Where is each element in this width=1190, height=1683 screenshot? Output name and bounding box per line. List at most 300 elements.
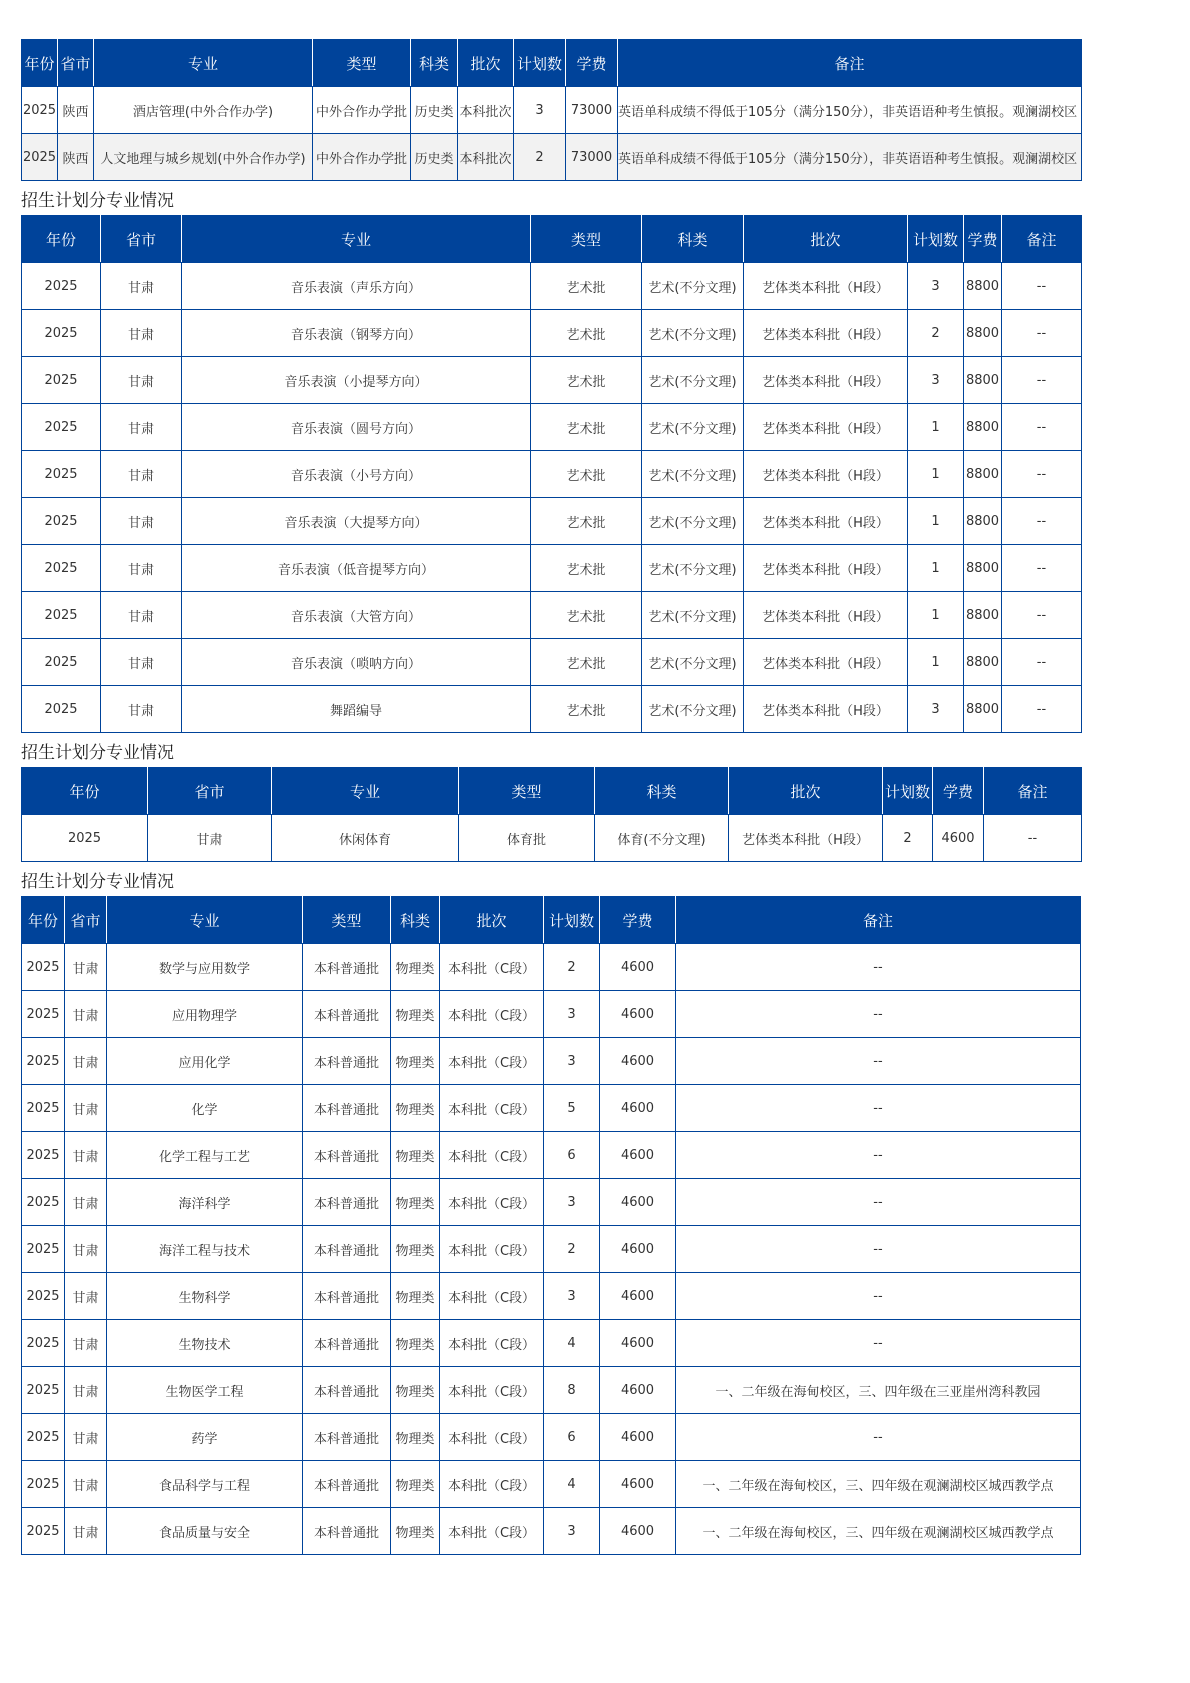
cell-batch: 本科批（C段） xyxy=(440,1320,544,1367)
cell-province: 甘肃 xyxy=(65,1038,107,1085)
header-type: 类型 xyxy=(313,40,411,87)
cell-year: 2025 xyxy=(22,1414,65,1461)
cell-type: 艺术批 xyxy=(531,451,642,498)
header-batch: 批次 xyxy=(440,897,544,944)
cell-year: 2025 xyxy=(22,815,148,862)
cell-remarks: 英语单科成绩不得低于105分（满分150分），非英语语种考生慎报。观澜湖校区 xyxy=(618,87,1082,134)
cell-batch: 艺体类本科批（H段） xyxy=(729,815,883,862)
cell-subject: 物理类 xyxy=(391,1038,440,1085)
cell-plan-count: 1 xyxy=(908,639,964,686)
enrollment-table-gansu-sports xyxy=(21,767,1082,862)
cell-year: 2025 xyxy=(22,310,101,357)
cell-province: 甘肃 xyxy=(65,1226,107,1273)
cell-subject: 艺术(不分文理) xyxy=(642,639,744,686)
table-row xyxy=(22,1226,1081,1273)
cell-subject: 物理类 xyxy=(391,1367,440,1414)
cell-year: 2025 xyxy=(22,1273,65,1320)
cell-year: 2025 xyxy=(22,357,101,404)
cell-major: 数学与应用数学 xyxy=(107,944,303,991)
cell-remarks: 一、二年级在海甸校区，三、四年级在观澜湖校区城西教学点 xyxy=(676,1461,1081,1508)
cell-province: 甘肃 xyxy=(148,815,272,862)
cell-batch: 艺体类本科批（H段） xyxy=(744,357,908,404)
cell-year: 2025 xyxy=(22,404,101,451)
cell-major: 海洋科学 xyxy=(107,1179,303,1226)
header-tuition: 学费 xyxy=(600,897,676,944)
header-tuition: 学费 xyxy=(964,216,1002,263)
header-remarks: 备注 xyxy=(1002,216,1082,263)
cell-plan-count: 8 xyxy=(544,1367,600,1414)
cell-province: 甘肃 xyxy=(65,1461,107,1508)
cell-major: 食品质量与安全 xyxy=(107,1508,303,1555)
cell-subject: 艺术(不分文理) xyxy=(642,263,744,310)
header-batch: 批次 xyxy=(729,768,883,815)
cell-plan-count: 1 xyxy=(908,545,964,592)
header-year: 年份 xyxy=(22,897,65,944)
cell-remarks: -- xyxy=(676,1273,1081,1320)
table-row xyxy=(22,592,1082,639)
cell-year: 2025 xyxy=(22,944,65,991)
header-plan-count: 计划数 xyxy=(908,216,964,263)
header-remarks: 备注 xyxy=(676,897,1081,944)
cell-province: 甘肃 xyxy=(65,991,107,1038)
cell-province: 甘肃 xyxy=(65,1273,107,1320)
cell-batch: 本科批（C段） xyxy=(440,1367,544,1414)
cell-tuition: 8800 xyxy=(964,310,1002,357)
table-row xyxy=(22,1179,1081,1226)
cell-tuition: 8800 xyxy=(964,498,1002,545)
cell-plan-count: 3 xyxy=(514,87,566,134)
cell-province: 甘肃 xyxy=(65,1414,107,1461)
cell-province: 陕西 xyxy=(58,134,94,181)
header-subject: 科类 xyxy=(595,768,729,815)
cell-type: 本科普通批 xyxy=(303,1273,391,1320)
cell-batch: 艺体类本科批（H段） xyxy=(744,451,908,498)
cell-subject: 艺术(不分文理) xyxy=(642,404,744,451)
cell-tuition: 4600 xyxy=(600,1461,676,1508)
cell-year: 2025 xyxy=(22,498,101,545)
cell-subject: 艺术(不分文理) xyxy=(642,592,744,639)
cell-plan-count: 3 xyxy=(544,1508,600,1555)
cell-subject: 物理类 xyxy=(391,1132,440,1179)
cell-year: 2025 xyxy=(22,1320,65,1367)
cell-major: 生物医学工程 xyxy=(107,1367,303,1414)
cell-batch: 本科批（C段） xyxy=(440,1132,544,1179)
cell-year: 2025 xyxy=(22,263,101,310)
table-row xyxy=(22,1038,1081,1085)
header-year: 年份 xyxy=(22,768,148,815)
cell-plan-count: 2 xyxy=(544,1226,600,1273)
cell-remarks: -- xyxy=(676,1226,1081,1273)
cell-plan-count: 1 xyxy=(908,592,964,639)
cell-tuition: 4600 xyxy=(600,944,676,991)
cell-subject: 物理类 xyxy=(391,1320,440,1367)
header-subject: 科类 xyxy=(411,40,458,87)
cell-batch: 本科批（C段） xyxy=(440,1414,544,1461)
header-subject: 科类 xyxy=(642,216,744,263)
cell-type: 艺术批 xyxy=(531,498,642,545)
cell-type: 本科普通批 xyxy=(303,1179,391,1226)
header-province: 省市 xyxy=(65,897,107,944)
cell-tuition: 8800 xyxy=(964,357,1002,404)
cell-type: 艺术批 xyxy=(531,357,642,404)
cell-major: 舞蹈编导 xyxy=(182,686,531,733)
section-title: 招生计划分专业情况 xyxy=(21,743,174,763)
cell-year: 2025 xyxy=(22,1508,65,1555)
header-type: 类型 xyxy=(531,216,642,263)
cell-year: 2025 xyxy=(22,87,58,134)
cell-subject: 艺术(不分文理) xyxy=(642,451,744,498)
cell-type: 艺术批 xyxy=(531,545,642,592)
cell-year: 2025 xyxy=(22,1132,65,1179)
cell-year: 2025 xyxy=(22,1179,65,1226)
cell-batch: 艺体类本科批（H段） xyxy=(744,310,908,357)
cell-subject: 物理类 xyxy=(391,1085,440,1132)
cell-major: 音乐表演（小号方向） xyxy=(182,451,531,498)
cell-major: 应用物理学 xyxy=(107,991,303,1038)
table-row xyxy=(22,545,1082,592)
cell-year: 2025 xyxy=(22,686,101,733)
cell-year: 2025 xyxy=(22,1226,65,1273)
cell-province: 甘肃 xyxy=(101,545,182,592)
cell-remarks: -- xyxy=(1002,263,1082,310)
cell-plan-count: 1 xyxy=(908,404,964,451)
cell-tuition: 8800 xyxy=(964,592,1002,639)
cell-remarks: -- xyxy=(676,1085,1081,1132)
cell-remarks: 一、二年级在海甸校区，三、四年级在三亚崖州湾科教园 xyxy=(676,1367,1081,1414)
cell-major: 音乐表演（低音提琴方向） xyxy=(182,545,531,592)
cell-batch: 艺体类本科批（H段） xyxy=(744,592,908,639)
cell-province: 甘肃 xyxy=(65,1508,107,1555)
header-plan-count: 计划数 xyxy=(544,897,600,944)
cell-subject: 物理类 xyxy=(391,991,440,1038)
cell-batch: 本科批（C段） xyxy=(440,1226,544,1273)
cell-subject: 物理类 xyxy=(391,1461,440,1508)
cell-plan-count: 3 xyxy=(544,1273,600,1320)
cell-batch: 艺体类本科批（H段） xyxy=(744,404,908,451)
table-row xyxy=(22,1461,1081,1508)
cell-province: 甘肃 xyxy=(101,498,182,545)
cell-subject: 艺术(不分文理) xyxy=(642,498,744,545)
cell-tuition: 4600 xyxy=(600,1132,676,1179)
cell-type: 艺术批 xyxy=(531,310,642,357)
cell-type: 体育批 xyxy=(459,815,595,862)
cell-type: 本科普通批 xyxy=(303,1508,391,1555)
cell-year: 2025 xyxy=(22,639,101,686)
cell-province: 甘肃 xyxy=(65,1179,107,1226)
cell-major: 应用化学 xyxy=(107,1038,303,1085)
cell-plan-count: 3 xyxy=(908,263,964,310)
cell-tuition: 4600 xyxy=(600,1179,676,1226)
cell-major: 酒店管理(中外合作办学) xyxy=(94,87,313,134)
cell-plan-count: 2 xyxy=(544,944,600,991)
cell-remarks: -- xyxy=(676,1320,1081,1367)
header-batch: 批次 xyxy=(458,40,514,87)
enrollment-table-gansu-music xyxy=(21,215,1082,733)
cell-type: 艺术批 xyxy=(531,639,642,686)
cell-year: 2025 xyxy=(22,1461,65,1508)
cell-batch: 本科批（C段） xyxy=(440,944,544,991)
cell-batch: 艺体类本科批（H段） xyxy=(744,639,908,686)
cell-year: 2025 xyxy=(22,134,58,181)
cell-tuition: 8800 xyxy=(964,451,1002,498)
cell-batch: 本科批次 xyxy=(458,87,514,134)
table-row xyxy=(22,1367,1081,1414)
cell-type: 本科普通批 xyxy=(303,1461,391,1508)
cell-tuition: 4600 xyxy=(600,1508,676,1555)
cell-major: 生物技术 xyxy=(107,1320,303,1367)
cell-province: 甘肃 xyxy=(65,1320,107,1367)
cell-province: 甘肃 xyxy=(101,686,182,733)
cell-year: 2025 xyxy=(22,545,101,592)
cell-major: 音乐表演（声乐方向） xyxy=(182,263,531,310)
cell-batch: 本科批（C段） xyxy=(440,1085,544,1132)
enrollment-table-shaanxi xyxy=(21,39,1082,181)
cell-type: 本科普通批 xyxy=(303,1132,391,1179)
section-title: 招生计划分专业情况 xyxy=(21,872,174,892)
cell-remarks: -- xyxy=(676,1179,1081,1226)
cell-type: 中外合作办学批 xyxy=(313,87,411,134)
table-row xyxy=(22,451,1082,498)
cell-remarks: -- xyxy=(1002,404,1082,451)
cell-batch: 本科批（C段） xyxy=(440,1508,544,1555)
cell-type: 本科普通批 xyxy=(303,991,391,1038)
table-row xyxy=(22,87,1082,134)
cell-year: 2025 xyxy=(22,1085,65,1132)
cell-type: 本科普通批 xyxy=(303,944,391,991)
table-row xyxy=(22,1320,1081,1367)
cell-province: 甘肃 xyxy=(101,357,182,404)
cell-major: 药学 xyxy=(107,1414,303,1461)
cell-major: 化学 xyxy=(107,1085,303,1132)
header-province: 省市 xyxy=(148,768,272,815)
cell-tuition: 73000 xyxy=(566,134,618,181)
table-row xyxy=(22,404,1082,451)
cell-province: 甘肃 xyxy=(101,404,182,451)
table-header-row xyxy=(22,216,1082,263)
cell-plan-count: 1 xyxy=(908,498,964,545)
cell-plan-count: 2 xyxy=(883,815,933,862)
header-province: 省市 xyxy=(58,40,94,87)
enrollment-table-gansu-physics xyxy=(21,896,1081,1555)
cell-subject: 物理类 xyxy=(391,1179,440,1226)
table-row xyxy=(22,357,1082,404)
cell-subject: 物理类 xyxy=(391,1508,440,1555)
header-remarks: 备注 xyxy=(618,40,1082,87)
cell-remarks: -- xyxy=(1002,545,1082,592)
cell-major: 音乐表演（唢呐方向） xyxy=(182,639,531,686)
table-row xyxy=(22,1414,1081,1461)
header-major: 专业 xyxy=(182,216,531,263)
cell-remarks: -- xyxy=(1002,498,1082,545)
cell-batch: 艺体类本科批（H段） xyxy=(744,686,908,733)
cell-type: 本科普通批 xyxy=(303,1226,391,1273)
cell-major: 音乐表演（大管方向） xyxy=(182,592,531,639)
header-tuition: 学费 xyxy=(566,40,618,87)
header-plan-count: 计划数 xyxy=(883,768,933,815)
cell-province: 甘肃 xyxy=(101,592,182,639)
cell-subject: 历史类 xyxy=(411,87,458,134)
cell-plan-count: 4 xyxy=(544,1461,600,1508)
cell-type: 艺术批 xyxy=(531,263,642,310)
cell-subject: 艺术(不分文理) xyxy=(642,686,744,733)
cell-province: 甘肃 xyxy=(65,1132,107,1179)
table-row xyxy=(22,1132,1081,1179)
cell-remarks: -- xyxy=(1002,310,1082,357)
header-plan-count: 计划数 xyxy=(514,40,566,87)
cell-plan-count: 6 xyxy=(544,1414,600,1461)
cell-plan-count: 3 xyxy=(908,686,964,733)
cell-major: 音乐表演（小提琴方向） xyxy=(182,357,531,404)
cell-batch: 艺体类本科批（H段） xyxy=(744,263,908,310)
cell-batch: 艺体类本科批（H段） xyxy=(744,545,908,592)
cell-subject: 体育(不分文理) xyxy=(595,815,729,862)
cell-batch: 艺体类本科批（H段） xyxy=(744,498,908,545)
cell-year: 2025 xyxy=(22,592,101,639)
cell-remarks: 英语单科成绩不得低于105分（满分150分），非英语语种考生慎报。观澜湖校区 xyxy=(618,134,1082,181)
cell-tuition: 4600 xyxy=(600,1038,676,1085)
cell-batch: 本科批次 xyxy=(458,134,514,181)
cell-tuition: 4600 xyxy=(933,815,984,862)
cell-subject: 物理类 xyxy=(391,1414,440,1461)
cell-province: 甘肃 xyxy=(65,944,107,991)
cell-plan-count: 2 xyxy=(514,134,566,181)
cell-tuition: 4600 xyxy=(600,1273,676,1320)
cell-major: 海洋工程与技术 xyxy=(107,1226,303,1273)
cell-tuition: 4600 xyxy=(600,1367,676,1414)
table-header-row xyxy=(22,40,1082,87)
cell-type: 艺术批 xyxy=(531,404,642,451)
table-row xyxy=(22,263,1082,310)
cell-remarks: -- xyxy=(1002,592,1082,639)
cell-province: 甘肃 xyxy=(101,639,182,686)
cell-tuition: 4600 xyxy=(600,1414,676,1461)
header-type: 类型 xyxy=(459,768,595,815)
cell-major: 化学工程与工艺 xyxy=(107,1132,303,1179)
table-row xyxy=(22,134,1082,181)
cell-remarks: -- xyxy=(1002,451,1082,498)
cell-subject: 历史类 xyxy=(411,134,458,181)
table-row xyxy=(22,498,1082,545)
cell-batch: 本科批（C段） xyxy=(440,1273,544,1320)
cell-plan-count: 4 xyxy=(544,1320,600,1367)
cell-major: 音乐表演（大提琴方向） xyxy=(182,498,531,545)
cell-type: 本科普通批 xyxy=(303,1414,391,1461)
cell-batch: 本科批（C段） xyxy=(440,1038,544,1085)
cell-tuition: 8800 xyxy=(964,639,1002,686)
header-remarks: 备注 xyxy=(984,768,1082,815)
header-subject: 科类 xyxy=(391,897,440,944)
table-row xyxy=(22,1508,1081,1555)
header-tuition: 学费 xyxy=(933,768,984,815)
cell-remarks: -- xyxy=(676,1038,1081,1085)
header-batch: 批次 xyxy=(744,216,908,263)
table-row xyxy=(22,1085,1081,1132)
cell-batch: 本科批（C段） xyxy=(440,1461,544,1508)
cell-remarks: -- xyxy=(676,1132,1081,1179)
cell-subject: 艺术(不分文理) xyxy=(642,545,744,592)
table-row xyxy=(22,944,1081,991)
cell-remarks: -- xyxy=(676,991,1081,1038)
cell-remarks: -- xyxy=(984,815,1082,862)
cell-subject: 物理类 xyxy=(391,1226,440,1273)
cell-tuition: 4600 xyxy=(600,1085,676,1132)
table-row xyxy=(22,686,1082,733)
cell-province: 甘肃 xyxy=(65,1367,107,1414)
header-major: 专业 xyxy=(94,40,313,87)
cell-year: 2025 xyxy=(22,451,101,498)
cell-type: 本科普通批 xyxy=(303,1038,391,1085)
cell-tuition: 73000 xyxy=(566,87,618,134)
table-row xyxy=(22,991,1081,1038)
cell-province: 甘肃 xyxy=(101,451,182,498)
header-year: 年份 xyxy=(22,40,58,87)
cell-remarks: -- xyxy=(1002,686,1082,733)
cell-subject: 物理类 xyxy=(391,1273,440,1320)
cell-plan-count: 3 xyxy=(908,357,964,404)
cell-tuition: 4600 xyxy=(600,1226,676,1273)
cell-plan-count: 6 xyxy=(544,1132,600,1179)
table-row xyxy=(22,815,1082,862)
cell-major: 休闲体育 xyxy=(272,815,459,862)
header-type: 类型 xyxy=(303,897,391,944)
cell-plan-count: 3 xyxy=(544,1179,600,1226)
cell-subject: 艺术(不分文理) xyxy=(642,310,744,357)
table-row xyxy=(22,639,1082,686)
cell-year: 2025 xyxy=(22,991,65,1038)
cell-major: 音乐表演（圆号方向） xyxy=(182,404,531,451)
cell-province: 甘肃 xyxy=(101,263,182,310)
cell-plan-count: 2 xyxy=(908,310,964,357)
cell-plan-count: 5 xyxy=(544,1085,600,1132)
cell-batch: 本科批（C段） xyxy=(440,991,544,1038)
cell-tuition: 8800 xyxy=(964,263,1002,310)
cell-major: 生物科学 xyxy=(107,1273,303,1320)
cell-subject: 物理类 xyxy=(391,944,440,991)
cell-type: 艺术批 xyxy=(531,592,642,639)
page-content xyxy=(21,39,1081,1555)
cell-remarks: -- xyxy=(1002,357,1082,404)
cell-type: 本科普通批 xyxy=(303,1085,391,1132)
cell-remarks: 一、二年级在海甸校区，三、四年级在观澜湖校区城西教学点 xyxy=(676,1508,1081,1555)
cell-tuition: 8800 xyxy=(964,404,1002,451)
header-major: 专业 xyxy=(107,897,303,944)
header-year: 年份 xyxy=(22,216,101,263)
cell-tuition: 8800 xyxy=(964,545,1002,592)
table-row xyxy=(22,1273,1081,1320)
table-header-row xyxy=(22,897,1081,944)
cell-type: 艺术批 xyxy=(531,686,642,733)
section-title: 招生计划分专业情况 xyxy=(21,191,174,211)
header-province: 省市 xyxy=(101,216,182,263)
cell-plan-count: 1 xyxy=(908,451,964,498)
cell-year: 2025 xyxy=(22,1038,65,1085)
cell-type: 本科普通批 xyxy=(303,1320,391,1367)
cell-type: 中外合作办学批 xyxy=(313,134,411,181)
cell-type: 本科普通批 xyxy=(303,1367,391,1414)
cell-remarks: -- xyxy=(676,944,1081,991)
cell-major: 音乐表演（钢琴方向） xyxy=(182,310,531,357)
cell-tuition: 4600 xyxy=(600,991,676,1038)
cell-plan-count: 3 xyxy=(544,1038,600,1085)
table-header-row xyxy=(22,768,1082,815)
header-major: 专业 xyxy=(272,768,459,815)
cell-major: 人文地理与城乡规划(中外合作办学) xyxy=(94,134,313,181)
cell-tuition: 4600 xyxy=(600,1320,676,1367)
table-row xyxy=(22,310,1082,357)
cell-province: 甘肃 xyxy=(101,310,182,357)
cell-province: 甘肃 xyxy=(65,1085,107,1132)
cell-plan-count: 3 xyxy=(544,991,600,1038)
